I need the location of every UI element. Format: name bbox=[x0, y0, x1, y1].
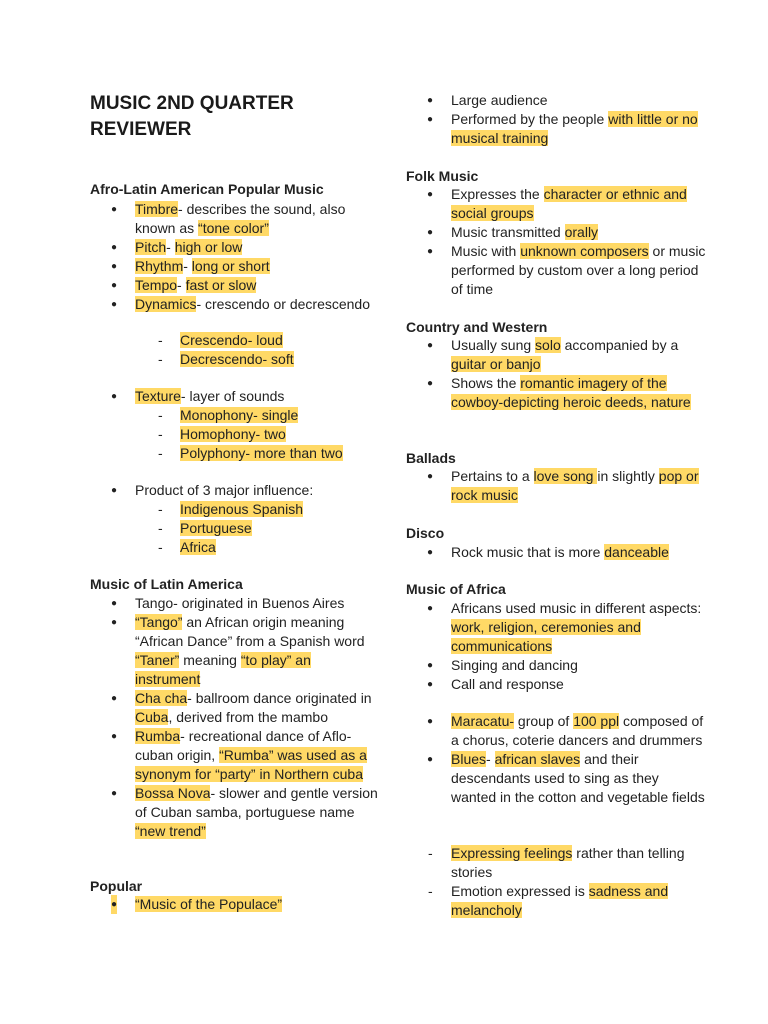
text-segment: - bbox=[183, 258, 192, 274]
section-heading-popular: Popular bbox=[90, 878, 143, 894]
highlighted-text: Cha cha bbox=[135, 690, 188, 706]
highlighted-text: with little or no musical training bbox=[451, 111, 698, 146]
text-segment: meaning bbox=[179, 652, 241, 668]
texture-list bbox=[90, 387, 380, 406]
list-item bbox=[406, 223, 706, 242]
list-item bbox=[90, 895, 380, 914]
ballads-list bbox=[406, 467, 706, 505]
highlighted-text: Tempo bbox=[135, 277, 178, 293]
disco-list bbox=[406, 543, 706, 562]
list-item bbox=[90, 784, 380, 841]
text-segment: Call and response bbox=[451, 676, 564, 692]
list-item bbox=[90, 613, 380, 689]
highlighted-text: “to play” an instrument bbox=[135, 652, 311, 687]
highlighted-text: fast or slow bbox=[185, 277, 257, 293]
list-item bbox=[406, 675, 706, 694]
highlighted-text: “Music of the Populace” bbox=[135, 896, 283, 912]
text-segment: Tango- originated in Buenos Aires bbox=[135, 595, 345, 611]
highlighted-text: danceable bbox=[604, 544, 669, 560]
list-item bbox=[406, 882, 706, 920]
list-item bbox=[90, 594, 380, 613]
list-item bbox=[406, 712, 706, 750]
africa-list bbox=[406, 599, 706, 694]
text-segment: group of bbox=[514, 713, 574, 729]
list-item bbox=[406, 110, 706, 148]
text-segment: composed of a chorus, coterie dancers and drummers bbox=[451, 713, 704, 748]
highlighted-text: Dynamics bbox=[135, 296, 197, 312]
text-segment: Shows the bbox=[451, 375, 521, 391]
text-segment: Africans used music in different aspects: bbox=[451, 600, 702, 616]
list-item bbox=[90, 387, 380, 406]
highlighted-text: love song bbox=[533, 468, 598, 484]
highlighted-text: Crescendo- loud bbox=[180, 332, 283, 348]
highlighted-text: Rhythm bbox=[135, 258, 184, 274]
popular-continued-list bbox=[406, 91, 706, 148]
sub-list-item bbox=[90, 519, 380, 538]
list-item bbox=[90, 295, 380, 314]
highlighted-text: Rumba bbox=[135, 728, 181, 744]
text-segment: Rock music that is more bbox=[451, 544, 605, 560]
text-segment: - crescendo or decrescendo bbox=[196, 296, 371, 312]
highlighted-text: Pitch bbox=[135, 239, 167, 255]
list-item bbox=[406, 185, 706, 223]
highlighted-text: Portuguese bbox=[180, 520, 252, 536]
list-item bbox=[406, 750, 706, 807]
influence-sublist bbox=[90, 500, 380, 557]
list-item: ● Product of 3 major influence: bbox=[90, 481, 380, 500]
sub-list-item bbox=[90, 425, 380, 444]
highlighted-text: long or short bbox=[191, 258, 270, 274]
highlighted-text: Cuba bbox=[135, 709, 169, 725]
text-segment: - layer of sounds bbox=[180, 388, 285, 404]
text-segment: Large audience bbox=[451, 92, 548, 108]
text-segment: - recreational dance of Aflo-cuban origin, bbox=[135, 728, 352, 763]
highlighted-text: Bossa Nova bbox=[135, 785, 211, 801]
text-segment: rather than telling stories bbox=[451, 845, 685, 880]
list-item bbox=[90, 727, 380, 784]
highlighted-text: Africa bbox=[180, 539, 216, 555]
sub-list-item bbox=[90, 350, 380, 369]
latin-america-list bbox=[90, 594, 380, 841]
highlighted-text: Indigenous Spanish bbox=[180, 501, 303, 517]
text-segment: Performed by the people bbox=[451, 111, 609, 127]
sub-list-item bbox=[90, 406, 380, 425]
blues-dash-list bbox=[406, 844, 706, 920]
text-segment: in slightly bbox=[597, 468, 659, 484]
highlighted-text: solo bbox=[535, 337, 561, 353]
text-segment: - bbox=[486, 751, 495, 767]
list-item bbox=[90, 257, 380, 276]
section-heading-country: Country and Western bbox=[406, 319, 548, 335]
list-item bbox=[406, 242, 706, 299]
highlighted-text: high or low bbox=[174, 239, 243, 255]
highlighted-text: african slaves bbox=[494, 751, 581, 767]
highlighted-text: Polyphony- more than two bbox=[180, 445, 343, 461]
text-segment: Usually sung bbox=[451, 337, 536, 353]
text-segment: Expresses the bbox=[451, 186, 544, 202]
list-item bbox=[90, 689, 380, 727]
section-heading-disco: Disco bbox=[406, 525, 445, 541]
section-heading-afro-latin: Afro-Latin American Popular Music bbox=[90, 181, 324, 197]
list-item bbox=[406, 656, 706, 675]
highlighted-text: unknown composers bbox=[520, 243, 649, 259]
text-segment: Pertains to a bbox=[451, 468, 534, 484]
highlighted-text: pop or rock music bbox=[451, 468, 699, 503]
text-segment: - slower and gentle version of Cuban samba, portuguese name bbox=[135, 785, 378, 820]
highlighted-text: Texture bbox=[135, 388, 181, 404]
highlighted-text: Decrescendo- soft bbox=[180, 351, 294, 367]
text-segment: an African origin meaning “African Dance” from a Spanish word bbox=[135, 614, 365, 649]
section-heading-africa: Music of Africa bbox=[406, 581, 506, 597]
list-item bbox=[406, 91, 706, 110]
text-segment: Music with bbox=[451, 243, 521, 259]
sub-list-item bbox=[90, 444, 380, 463]
text-segment: - bbox=[166, 239, 175, 255]
africa-list-2 bbox=[406, 712, 706, 807]
text-segment: - ballroom dance originated in bbox=[187, 690, 372, 706]
list-item bbox=[406, 336, 706, 374]
country-list bbox=[406, 336, 706, 412]
highlighted-text: character or ethnic and social groups bbox=[451, 186, 687, 221]
highlighted-text: “tone color” bbox=[198, 220, 269, 236]
list-item bbox=[406, 467, 706, 505]
text-segment: and their descendants used to sing as they wanted in the cotton and vegetable fields bbox=[451, 751, 705, 805]
dynamics-sublist bbox=[90, 331, 380, 369]
texture-sublist bbox=[90, 406, 380, 463]
highlighted-text: work, religion, ceremonies and communications bbox=[451, 619, 641, 654]
highlighted-text: Expressing feelings bbox=[451, 845, 573, 861]
afro-latin-list bbox=[90, 200, 380, 314]
highlighted-text: 100 ppl bbox=[573, 713, 620, 729]
text-segment: accompanied by a bbox=[560, 337, 679, 353]
list-item bbox=[406, 844, 706, 882]
highlighted-text: sadness and melancholy bbox=[451, 883, 669, 918]
highlighted-text: Homophony- two bbox=[180, 426, 286, 442]
highlighted-text: orally bbox=[564, 224, 599, 240]
text-segment: - describes the sound, also known as bbox=[135, 201, 346, 236]
text-segment: Singing and dancing bbox=[451, 657, 578, 673]
section-heading-folk: Folk Music bbox=[406, 168, 479, 184]
text-segment: , derived from the mambo bbox=[168, 709, 328, 725]
text-segment: or music performed by custom over a long period of time bbox=[451, 243, 706, 297]
influence-list bbox=[90, 481, 380, 500]
list-item bbox=[406, 543, 706, 562]
list-item bbox=[90, 200, 380, 238]
sub-list-item bbox=[90, 538, 380, 557]
popular-list bbox=[90, 895, 380, 914]
sub-list-item bbox=[90, 500, 380, 519]
highlighted-text: “Tango” bbox=[135, 614, 183, 630]
sub-list-item bbox=[90, 331, 380, 350]
list-item bbox=[406, 374, 706, 412]
page-title: MUSIC 2ND QUARTER REVIEWER bbox=[90, 93, 294, 140]
list-item bbox=[90, 276, 380, 295]
list-item bbox=[406, 599, 706, 656]
highlighted-text: “Rumba” was used as a synonym for “party” in Northern cuba bbox=[135, 747, 367, 782]
highlighted-text: Timbre bbox=[135, 201, 179, 217]
highlighted-text: Blues bbox=[451, 751, 487, 767]
text-segment: - bbox=[177, 277, 186, 293]
highlighted-text: Maracatu- bbox=[451, 713, 515, 729]
highlighted-text: “Taner” bbox=[135, 652, 180, 668]
highlighted-text: romantic imagery of the cowboy-depicting heroic deeds, nature bbox=[451, 375, 691, 410]
highlighted-text: “new trend” bbox=[135, 823, 206, 839]
folk-list bbox=[406, 185, 706, 299]
section-heading-latin-america: Music of Latin America bbox=[90, 576, 243, 592]
text-segment: Music transmitted bbox=[451, 224, 565, 240]
highlighted-text: guitar or banjo bbox=[451, 356, 541, 372]
section-heading-ballads: Ballads bbox=[406, 450, 456, 466]
highlighted-text: Monophony- single bbox=[180, 407, 299, 423]
list-item bbox=[90, 238, 380, 257]
text-segment: Emotion expressed is bbox=[451, 883, 589, 899]
